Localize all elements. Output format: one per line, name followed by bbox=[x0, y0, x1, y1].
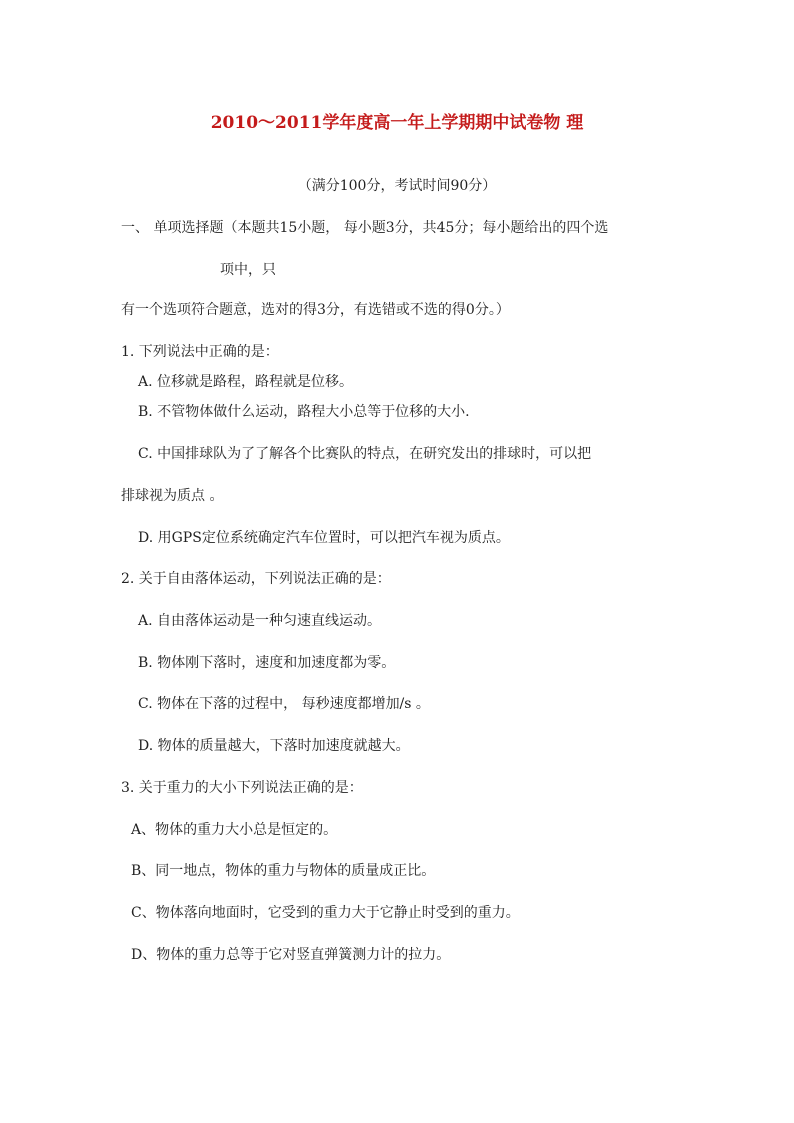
option-b: B、同一地点，物体的重力与物体的质量成正比。 bbox=[131, 863, 436, 879]
section-heading-end: 有一个选项符合题意，选对的得3分，有选错或不选的得0分。） bbox=[121, 302, 510, 318]
option-c-continued: 排球视为质点 。 bbox=[121, 488, 224, 504]
question-stem: 2. 关于自由落体运动，下列说法正确的是： bbox=[121, 571, 391, 587]
option-c: C. 物体在下落的过程中， 每秒速度都增加/s 。 bbox=[138, 696, 430, 712]
question-stem: 3. 关于重力的大小下列说法正确的是： bbox=[121, 780, 363, 796]
section-heading: 一、 单项选择题（本题共15小题， 每小题3分，共45分；每小题给出的四个选 bbox=[121, 220, 609, 236]
option-b: B. 物体刚下落时，速度和加速度都为零。 bbox=[138, 655, 396, 671]
option-a: A、物体的重力大小总是恒定的。 bbox=[131, 822, 338, 838]
option-c: C、物体落向地面时，它受到的重力大于它静止时受到的重力。 bbox=[131, 905, 520, 921]
option-c: C. 中国排球队为了了解各个比赛队的特点，在研究发出的排球时，可以把 bbox=[138, 446, 592, 462]
option-a: A. 位移就是路程，路程就是位移。 bbox=[138, 374, 354, 390]
exam-subtitle: （满分100分，考试时间90分） bbox=[297, 178, 497, 194]
option-d: D、物体的重力总等于它对竖直弹簧测力计的拉力。 bbox=[131, 947, 451, 963]
option-d: D. 用GPS定位系统确定汽车位置时，可以把汽车视为质点。 bbox=[138, 530, 510, 546]
section-heading-continued: 项中，只 bbox=[220, 262, 276, 278]
option-d: D. 物体的质量越大，下落时加速度就越大。 bbox=[138, 738, 410, 754]
option-b: B. 不管物体做什么运动，路程大小总等于位移的大小. bbox=[138, 404, 470, 420]
option-a: A. 自由落体运动是一种匀速直线运动。 bbox=[138, 613, 382, 629]
exam-title: 2010～2011学年度高一年上学期期中试卷物 理 bbox=[210, 113, 584, 133]
question-stem: 1. 下列说法中正确的是： bbox=[121, 344, 279, 360]
